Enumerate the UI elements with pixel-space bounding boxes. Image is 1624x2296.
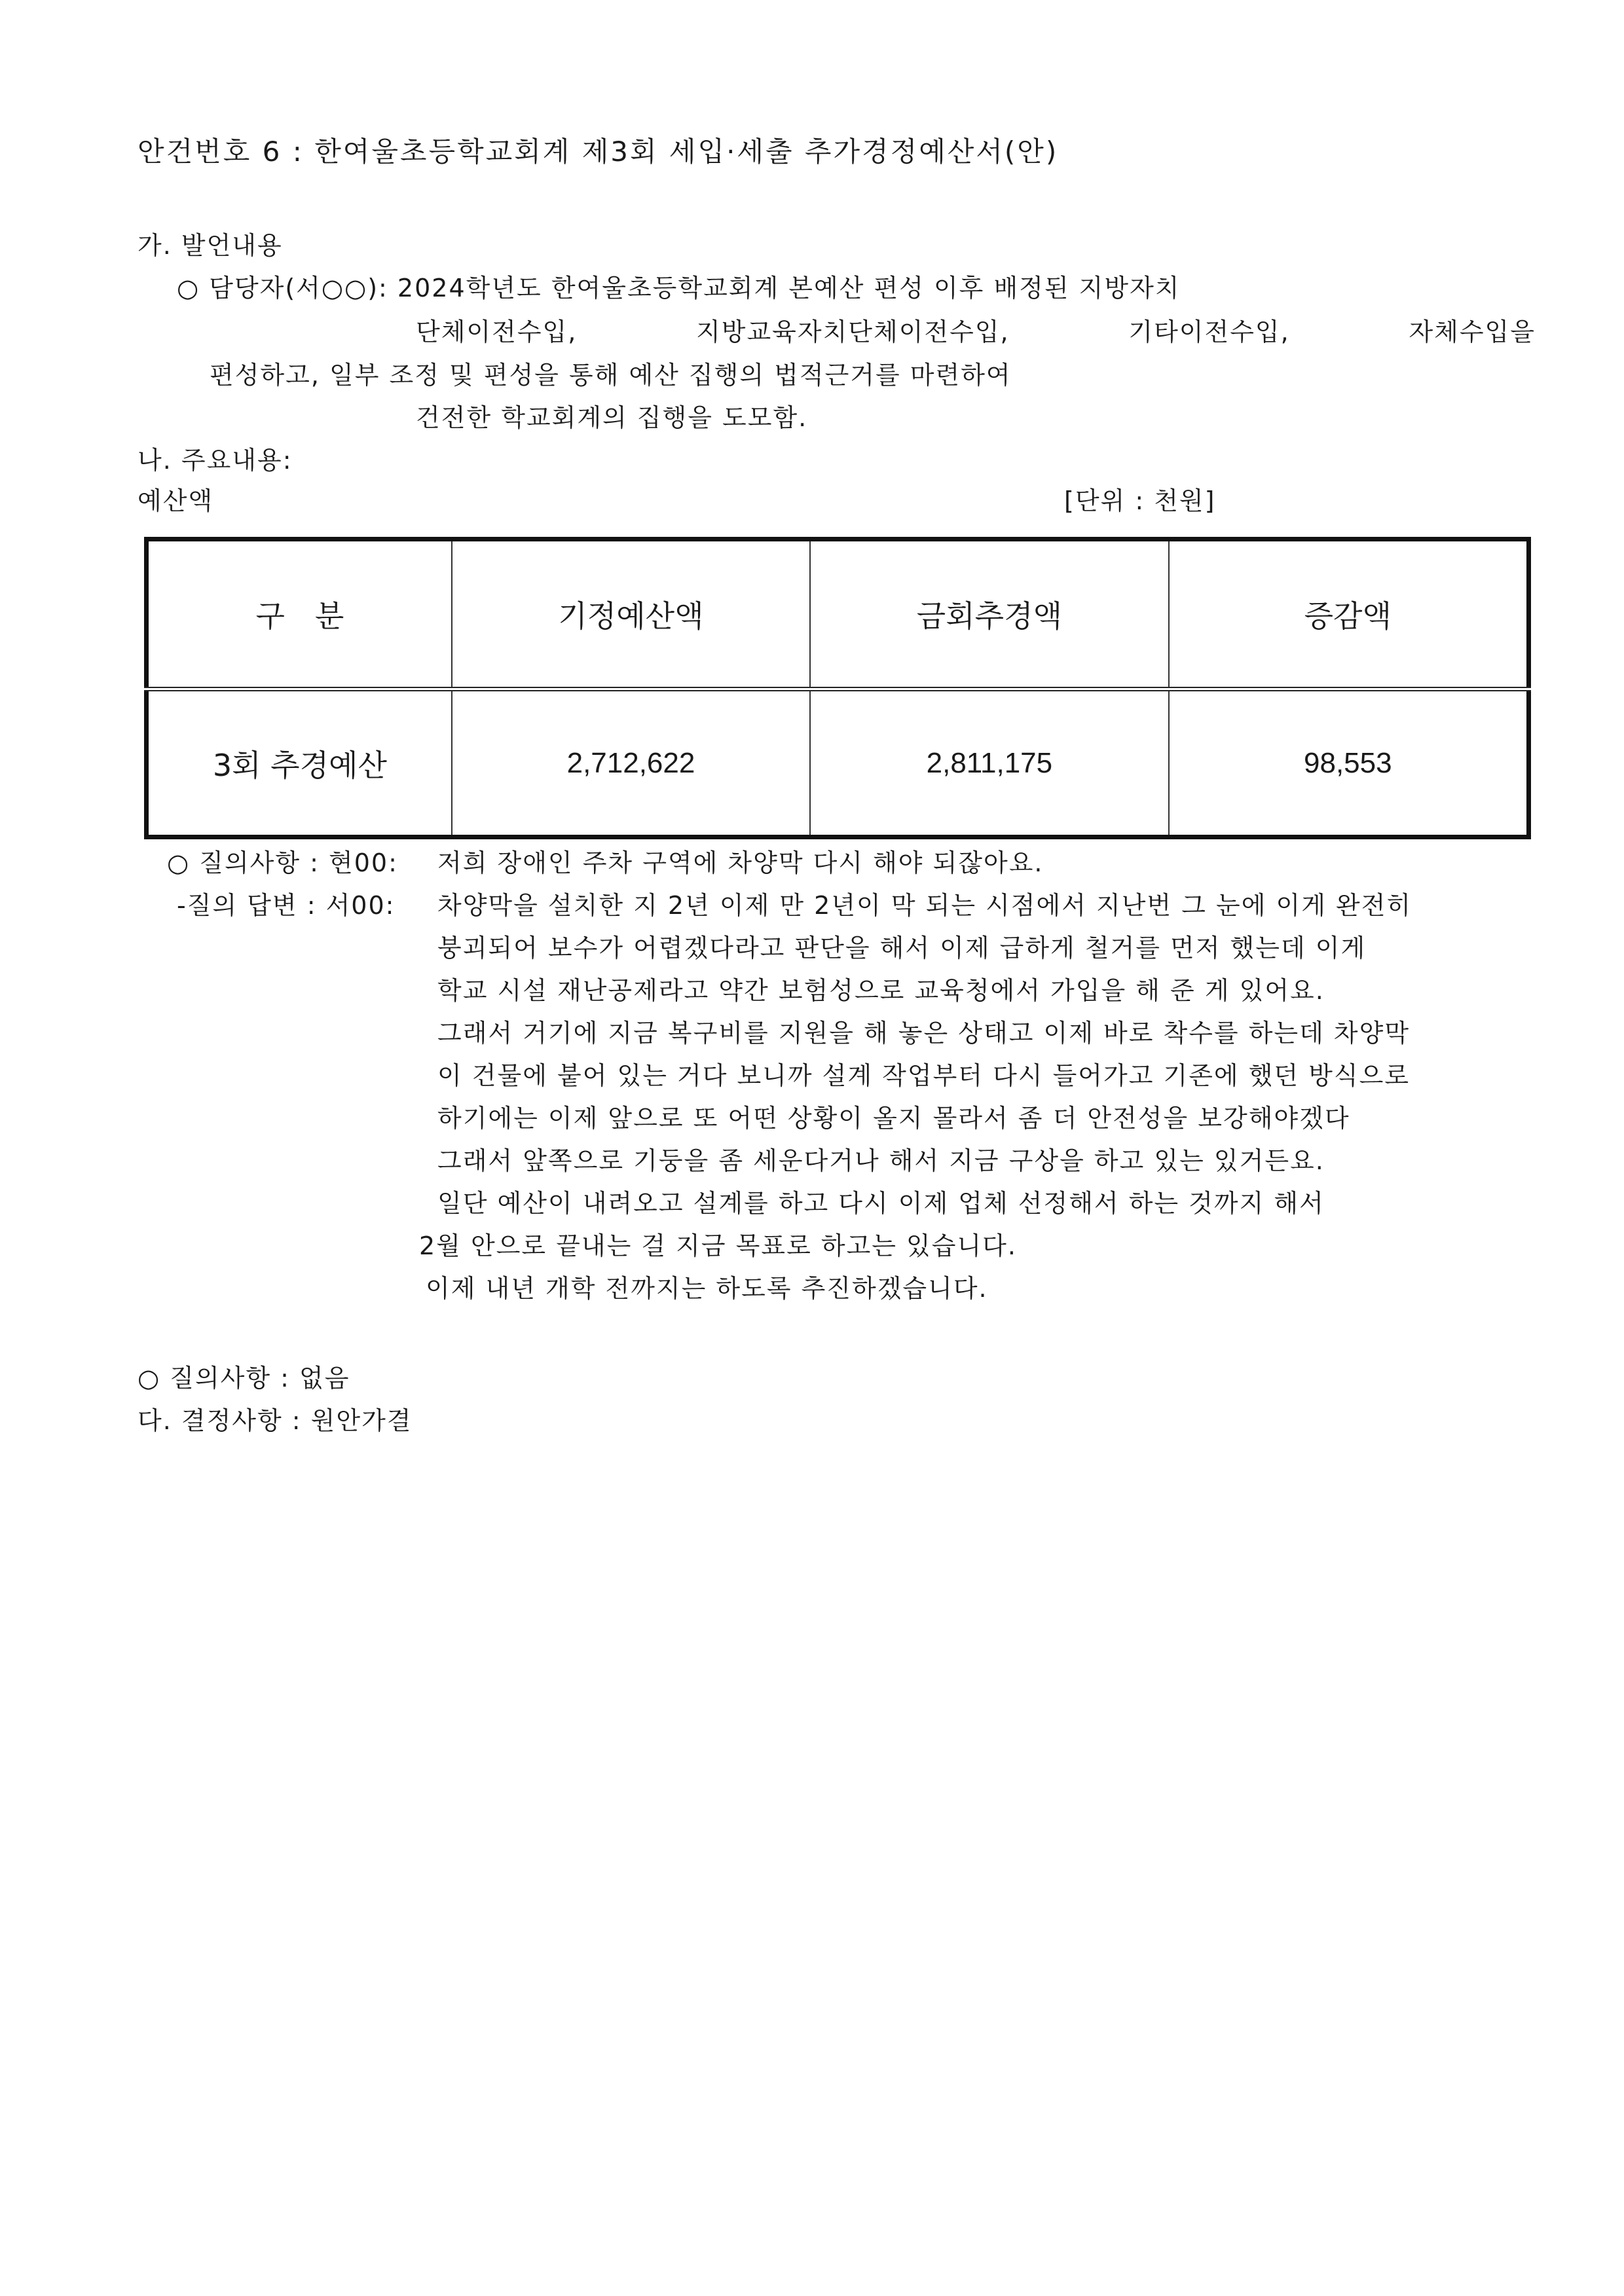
cell-change: 98,553 [1169, 689, 1529, 837]
statement-line-1: ○ 담당자(서○○): 2024학년도 한여울초등학교회계 본예산 편성 이후 배정된 지방자치 [177, 274, 1181, 302]
section-ga-heading: 가. 발언내용 [138, 231, 283, 260]
section-na-heading: 나. 주요내용: [138, 446, 293, 475]
answer-line: 학교 시설 재난공제라고 약간 보험성으로 교육청에서 가입을 해 준 게 있어요. [437, 976, 1325, 1005]
answer-line: 붕괴되어 보수가 어렵겠다라고 판단을 해서 이제 급하게 철거를 먼저 했는데 이게 [437, 934, 1367, 962]
table-row [147, 689, 1529, 837]
statement-item: 단체이전수입, [416, 318, 578, 346]
answer-label: -질의 답변 : 서00: [177, 891, 396, 920]
question-text: 저희 장애인 주차 구역에 차양막 다시 해야 되잖아요. [437, 848, 1044, 877]
unit-label: [단위 : 천원] [1064, 486, 1216, 515]
agenda-title: 안건번호 6 : 한여울초등학교회계 제3회 세입·세출 추가경정예산서(안) [138, 136, 1059, 168]
budget-subheading: 예산액 [138, 486, 214, 515]
answer-line: 그래서 앞쪽으로 기둥을 좀 세운다거나 해서 지금 구상을 하고 있는 있거든요. [437, 1146, 1325, 1175]
answer-line: 하기에는 이제 앞으로 또 어떤 상황이 올지 몰라서 좀 더 안전성을 보강해야겠다 [437, 1104, 1350, 1133]
cell-category: 3회 추경예산 [147, 689, 452, 837]
table-header-row [147, 539, 1529, 689]
statement-item: 기타이전수입, [1128, 318, 1290, 346]
answer-line: 그래서 거기에 지금 복구비를 지원을 해 놓은 상태고 이제 바로 착수를 하는데 차양막 [437, 1019, 1411, 1048]
statement-item: 자체수입을 [1409, 318, 1536, 346]
statement-item: 지방교육자치단체이전수입, [696, 318, 1010, 346]
question-none: ○ 질의사항 : 없음 [138, 1364, 350, 1393]
statement-line-3: 편성하고, 일부 조정 및 편성을 통해 예산 집행의 법적근거를 마련하여 [210, 361, 1012, 390]
statement-line-4: 건전한 학교회계의 집행을 도모함. [416, 403, 808, 432]
header-supplementary-budget: 금회추경액 [810, 539, 1168, 689]
cell-supplementary-budget: 2,811,175 [810, 689, 1168, 837]
header-change: 증감액 [1169, 539, 1529, 689]
answer-line: 일단 예산이 내려오고 설계를 하고 다시 이제 업체 선정해서 하는 것까지 해서 [437, 1189, 1325, 1218]
statement-line-2 [416, 316, 1536, 348]
budget-table [144, 537, 1531, 839]
cell-existing-budget: 2,712,622 [452, 689, 810, 837]
answer-line: 이 건물에 붙어 있는 거다 보니까 설계 작업부터 다시 들어가고 기존에 했던 방식으로 [437, 1061, 1411, 1090]
answer-line: 2월 안으로 끝내는 걸 지금 목표로 하고는 있습니다. [419, 1231, 1017, 1260]
header-category: 구 분 [147, 539, 452, 689]
decision: 다. 결정사항 : 원안가결 [138, 1406, 413, 1435]
answer-line: 차양막을 설치한 지 2년 이제 만 2년이 막 되는 시점에서 지난번 그 눈에 이게 완전히 [437, 891, 1412, 920]
question-label: ○ 질의사항 : 현00: [167, 848, 398, 877]
answer-line: 이제 내년 개학 전까지는 하도록 추진하겠습니다. [426, 1274, 988, 1303]
header-existing-budget: 기정예산액 [452, 539, 810, 689]
